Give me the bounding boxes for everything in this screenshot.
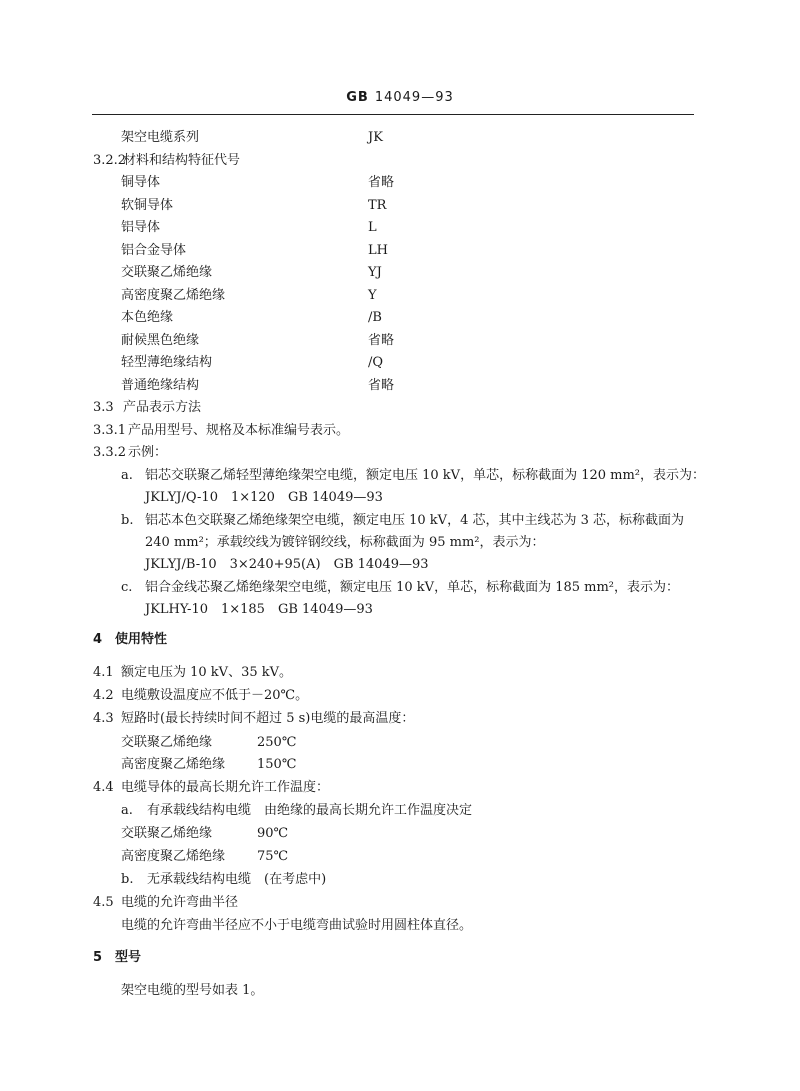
section-5-text: 架空电缆的型号如表 1。: [121, 983, 264, 998]
code-name-series: 架空电缆系列: [121, 130, 200, 145]
code-value: /B: [368, 310, 382, 325]
section-4-5: [93, 895, 238, 911]
code-value: 省略: [368, 175, 395, 190]
example-b-text-1: 铝芯本色交联聚乙烯绝缘架空电缆，额定电压 10 kV，4 芯，其中主线芯为 3 芯，标称截面为: [145, 513, 685, 528]
section-4-2: [93, 688, 308, 704]
example-a-text: 铝芯交联聚乙烯轻型薄绝缘架空电缆，额定电压 10 kV，单芯，标称截面为 120 mm²，表示为：: [145, 468, 706, 483]
section-3-3-1: [93, 423, 349, 439]
section-number: 4.1: [93, 665, 114, 680]
code-name: 软铜导体: [121, 198, 174, 213]
running-header: [0, 90, 800, 105]
section-4-heading: [93, 632, 167, 648]
code-name: 耐候黑色绝缘: [121, 333, 200, 348]
section-number: 3.3.1: [93, 423, 127, 438]
item-4-4-b-label: b.: [121, 872, 134, 887]
section-title: 电缆的允许弯曲半径: [121, 895, 239, 910]
temp-name: 交联聚乙烯绝缘: [121, 826, 213, 841]
example-b-model: JKLYJ/B-10 3×240+95(A) GB 14049—93: [145, 557, 429, 572]
item-4-4-a-label: a.: [121, 803, 133, 818]
section-title: 产品表示方法: [123, 400, 202, 415]
code-value: YJ: [368, 265, 382, 280]
code-name: 本色绝缘: [121, 310, 174, 325]
code-value: TR: [368, 198, 387, 213]
section-title: 使用特性: [115, 632, 168, 647]
example-a-model: JKLYJ/Q-10 1×120 GB 14049—93: [145, 490, 383, 505]
section-text: 短路时(最长持续时间不超过 5 s)电缆的最高温度：: [121, 711, 415, 726]
example-b-text-2: 240 mm²；承载绞线为镀锌钢绞线，标称截面为 95 mm²，表示为：: [145, 535, 545, 550]
section-text: 电缆敷设温度应不低于－20℃。: [121, 688, 309, 703]
section-5-heading: [93, 950, 141, 966]
example-a-label: a.: [121, 468, 133, 483]
temp-name: 高密度聚乙烯绝缘: [121, 849, 226, 864]
header-std: GB: [346, 90, 369, 105]
section-title: 型号: [115, 950, 142, 965]
section-text: 示例：: [128, 445, 168, 460]
temp-value: 250℃: [257, 735, 297, 750]
section-number: 3.2.2: [93, 153, 127, 168]
code-value: 省略: [368, 333, 395, 348]
code-name: 轻型薄绝缘结构: [121, 355, 213, 370]
section-number: 4: [93, 632, 103, 647]
section-number: 3.3.2: [93, 445, 127, 460]
section-text: 额定电压为 10 kV、35 kV。: [121, 665, 293, 680]
temp-value: 75℃: [257, 849, 289, 864]
temp-value: 150℃: [257, 757, 297, 772]
section-4-5-text: 电缆的允许弯曲半径应不小于电缆弯曲试验时用圆柱体直径。: [121, 918, 473, 933]
section-number: 4.3: [93, 711, 114, 726]
section-number: 5: [93, 950, 103, 965]
header-rule: [92, 114, 694, 115]
example-c-text: 铝合金线芯聚乙烯绝缘架空电缆，额定电压 10 kV，单芯，标称截面为 185 mm²，表示为：: [145, 580, 680, 595]
temp-name: 交联聚乙烯绝缘: [121, 735, 213, 750]
code-value: Y: [368, 288, 377, 303]
code-value: LH: [368, 243, 388, 258]
temp-name: 高密度聚乙烯绝缘: [121, 757, 226, 772]
example-c-model: JKLHY-10 1×185 GB 14049—93: [145, 602, 373, 617]
code-value: 省略: [368, 378, 395, 393]
section-number: 4.2: [93, 688, 114, 703]
section-3-2-2: [93, 153, 240, 169]
code-name: 铝合金导体: [121, 243, 187, 258]
code-name: 铝导体: [121, 220, 161, 235]
section-title: 材料和结构特征代号: [123, 153, 241, 168]
section-4-4: [93, 780, 329, 796]
section-3-3-2: [93, 445, 167, 461]
code-name: 交联聚乙烯绝缘: [121, 265, 213, 280]
example-c-label: c.: [121, 580, 133, 595]
code-value: /Q: [368, 355, 384, 370]
item-4-4-b-text: 无承载线结构电缆 (在考虑中): [147, 872, 327, 887]
item-4-4-a-text: 有承载线结构电缆 由绝缘的最高长期允许工作温度决定: [147, 803, 473, 818]
section-text: 产品用型号、规格及本标准编号表示。: [128, 423, 350, 438]
code-name: 高密度聚乙烯绝缘: [121, 288, 226, 303]
code-value-series: JK: [368, 130, 383, 145]
section-number: 3.3: [93, 400, 114, 415]
code-name: 普通绝缘结构: [121, 378, 200, 393]
code-value: L: [368, 220, 377, 235]
section-3-3: [93, 400, 201, 416]
header-num: 14049—93: [374, 90, 454, 105]
section-text: 电缆导体的最高长期允许工作温度：: [121, 780, 330, 795]
section-4-1: [93, 665, 292, 681]
code-name: 铜导体: [121, 175, 161, 190]
example-b-label: b.: [121, 513, 134, 528]
section-number: 4.4: [93, 780, 114, 795]
temp-value: 90℃: [257, 826, 289, 841]
section-number: 4.5: [93, 895, 114, 910]
section-4-3: [93, 711, 414, 727]
